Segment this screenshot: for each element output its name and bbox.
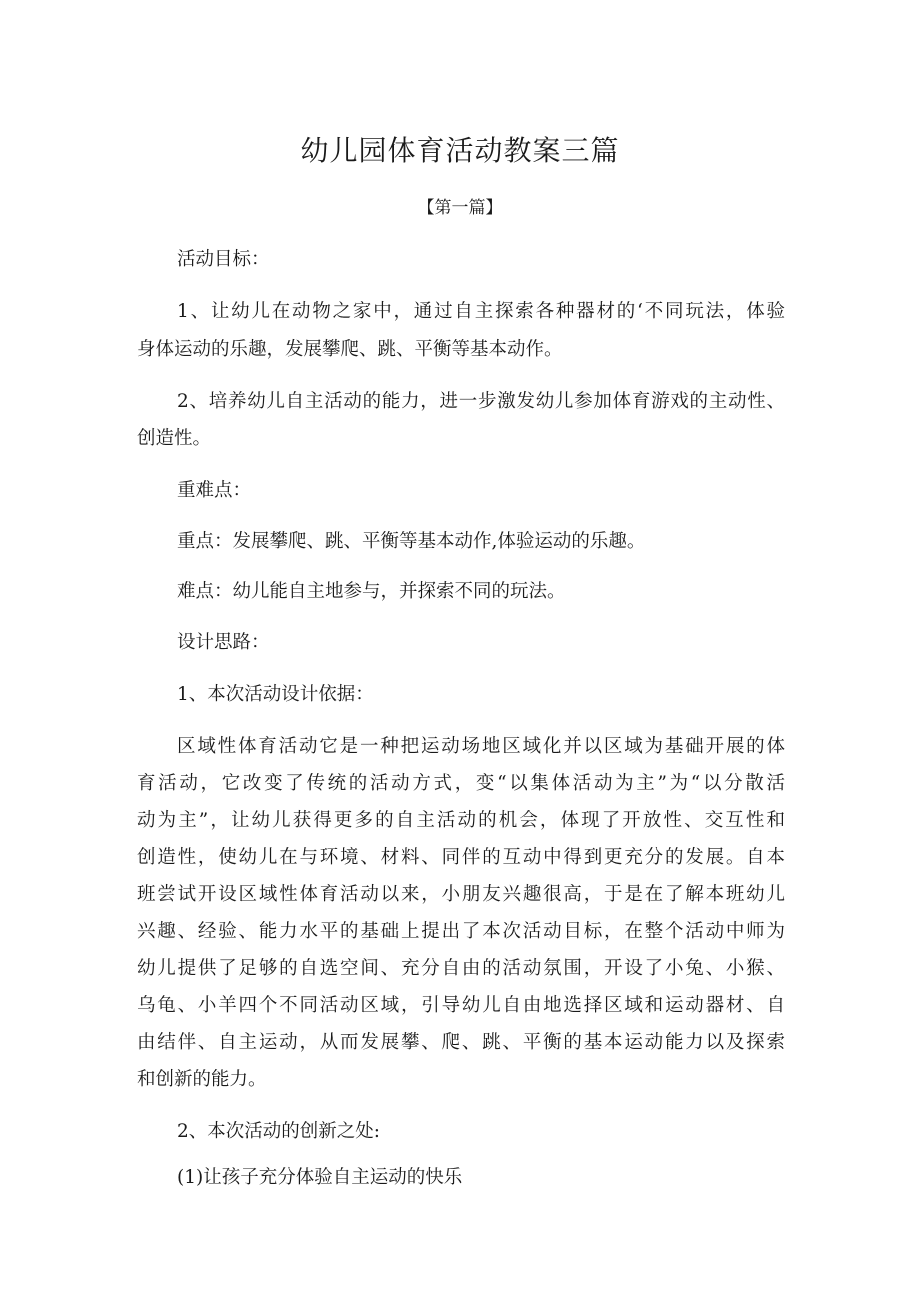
paragraph-line: 动为主”，让幼儿获得更多的自主活动的机会，体现了开放性、交互性和 — [137, 810, 785, 831]
section-label: 【第一篇】 — [417, 198, 503, 218]
paragraph-line: 区域性体育活动它是一种把运动场地区域化并以区域为基础开展的体 — [177, 736, 785, 757]
paragraph-line: 和创新的能力。 — [137, 1069, 267, 1090]
goal-2-line-1: 2、培养幼儿自主活动的能力，进一步激发幼儿参加体育游戏的主动性、 — [177, 391, 785, 412]
design-item-1: 1、本次活动设计依据： — [177, 684, 374, 705]
paragraph-line: 乌龟、小羊四个不同活动区域，引导幼儿自由地选择区域和运动器材、自 — [137, 995, 785, 1016]
heading-goals: 活动目标： — [177, 249, 270, 270]
goal-2-line-2: 创造性。 — [137, 428, 212, 449]
heading-key-points: 重难点： — [177, 480, 252, 501]
paragraph-line: 育活动，它改变了传统的活动方式，变“以集体活动为主”为“以分散活 — [137, 773, 785, 794]
paragraph-line: 由结伴、自主运动，从而发展攀、爬、跳、平衡的基本运动能力以及探索 — [137, 1032, 785, 1053]
goal-1-line-2: 身体运动的乐趣，发展攀爬、跳、平衡等基本动作。 — [137, 339, 563, 360]
design-item-2: 2、本次活动的创新之处: — [177, 1121, 381, 1142]
paragraph-line: 兴趣、经验、能力水平的基础上提出了本次活动目标，在整个活动中师为 — [137, 921, 785, 942]
heading-design: 设计思路： — [177, 632, 270, 653]
document-title: 幼儿园体育活动教案三篇 — [300, 134, 620, 167]
design-item-2-sub-1: (1)让孩子充分体验自主运动的快乐 — [177, 1167, 463, 1188]
goal-1-line-1: 1、让幼儿在动物之家中，通过自主探索各种器材的‘不同玩法，体验 — [177, 301, 785, 322]
paragraph-line: 幼儿提供了足够的自选空间、充分自由的活动氛围，开设了小兔、小猴、 — [137, 958, 785, 979]
paragraph-line: 班尝试开设区域性体育活动以来，小朋友兴趣很高，于是在了解本班幼儿 — [137, 884, 785, 905]
key-point: 重点：发展攀爬、跳、平衡等基本动作,体验运动的乐趣。 — [177, 531, 646, 552]
paragraph-line: 创造性，使幼儿在与环境、材料、同伴的互动中得到更充分的发展。自本 — [137, 847, 785, 868]
difficult-point: 难点：幼儿能自主地参与，并探索不同的玩法。 — [177, 581, 566, 602]
